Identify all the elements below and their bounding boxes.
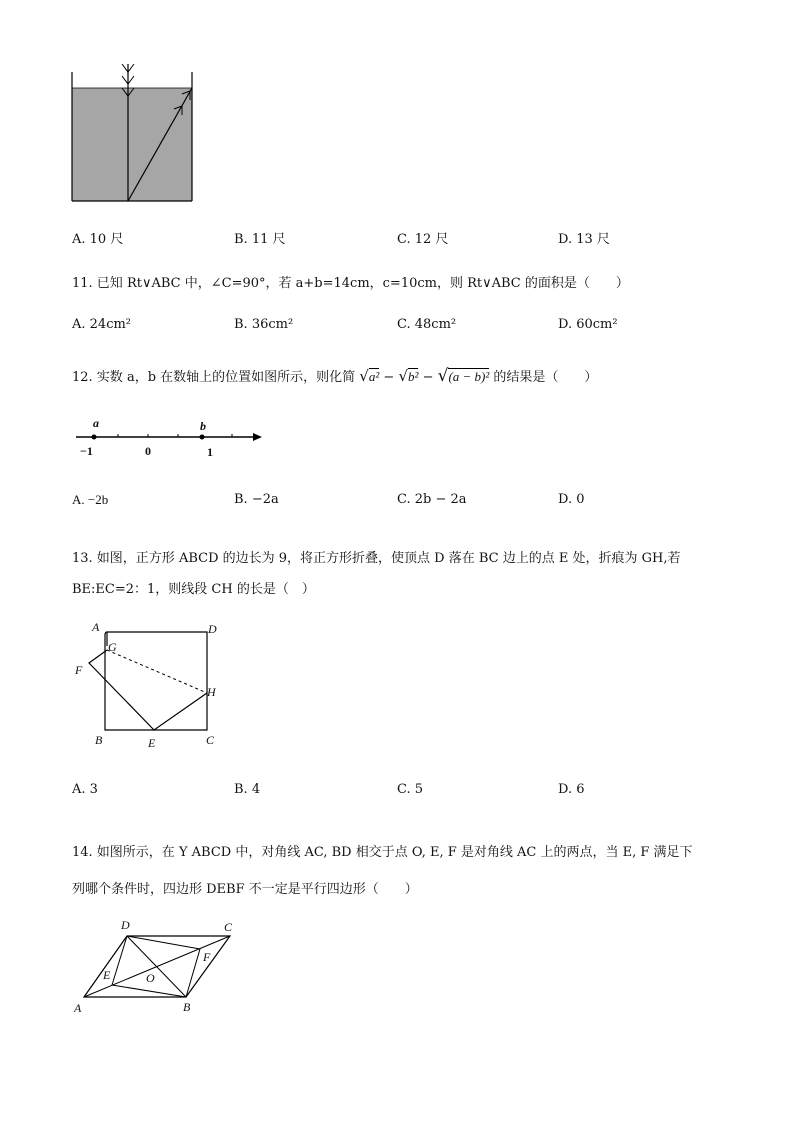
- q13-line2: BE:EC=2：1，则线段 CH 的长是（ ）: [72, 582, 315, 597]
- q11-option-c: C. 48cm²: [397, 317, 457, 332]
- q13-option-b: B. 4: [234, 782, 261, 797]
- axis-label-b: b: [200, 419, 206, 433]
- q14-line1: 14. 如图所示，在 Y ABCD 中，对角线 AC, BD 相交于点 O, E, F 是对角线 AC 上的两点，当 E, F 满足下: [72, 845, 693, 860]
- q13-label-c: C: [206, 733, 215, 747]
- sqrt-a-squared: √a²: [359, 367, 380, 385]
- q10-option-d: D. 13 尺: [558, 232, 610, 247]
- q14-label-c: C: [224, 920, 233, 934]
- q14-parallelogram-figure: [72, 915, 242, 1015]
- q12-option-a: A. −2b: [72, 492, 109, 507]
- q11-text: 11. 已知 Rt∨ABC 中，∠C=90°，若 a+b=14cm，c=10cm，则 Rt∨ABC 的面积是（ ）: [72, 276, 629, 291]
- q12-text-after: 的结果是（ ）: [493, 370, 598, 385]
- q13-label-f: F: [75, 663, 83, 677]
- q11-option-a: A. 24cm²: [72, 317, 132, 332]
- q14-label-b: B: [183, 1000, 191, 1014]
- q13-label-g: G: [108, 640, 117, 654]
- q13-label-h: H: [207, 685, 216, 699]
- q13-option-d: D. 6: [558, 782, 585, 797]
- q13-label-b: B: [95, 733, 103, 747]
- q13-option-c: C. 5: [397, 782, 424, 797]
- q13-label-e: E: [148, 736, 156, 750]
- q13-label-d: D: [208, 622, 217, 636]
- q14-label-d: D: [121, 918, 130, 932]
- q12-option-c: C. 2b − 2a: [397, 492, 467, 507]
- q13-label-a: A: [92, 620, 100, 634]
- q14-label-e: E: [103, 968, 111, 982]
- q10-option-c: C. 12 尺: [397, 232, 449, 247]
- q14-label-a: A: [74, 1001, 82, 1015]
- q12-text-before: 12. 实数 a，b 在数轴上的位置如图所示，则化简: [72, 370, 356, 385]
- axis-label-one: 1: [207, 445, 213, 459]
- q11-option-b: B. 36cm²: [234, 317, 294, 332]
- q12-option-d: D. 0: [558, 492, 585, 507]
- minus-sign-2: −: [422, 370, 434, 385]
- axis-label-a: a: [93, 416, 99, 430]
- axis-label-zero: 0: [145, 444, 151, 458]
- minus-sign-1: −: [383, 370, 395, 385]
- q11-option-d: D. 60cm²: [558, 317, 618, 332]
- q14-label-o: O: [146, 971, 155, 985]
- q13-option-a: A. 3: [72, 782, 98, 797]
- q12-number-line: [72, 415, 272, 465]
- expr-b-squared: b²: [408, 369, 419, 384]
- axis-label-neg1: −1: [80, 444, 93, 458]
- q10-option-a: A. 10 尺: [72, 232, 124, 247]
- q13-line1: 13. 如图，正方形 ABCD 的边长为 9，将正方形折叠，使顶点 D 落在 BC 边上的点 E 处，折痕为 GH,若: [72, 551, 681, 566]
- q12-option-b: B. −2a: [234, 492, 279, 507]
- expr-a-minus-b-squared: (a − b)²: [448, 369, 490, 384]
- q12-text: [72, 366, 597, 386]
- sqrt-a-minus-b-squared: √(a − b)²: [437, 366, 490, 386]
- q10-reed-figure: [66, 60, 201, 205]
- q10-option-b: B. 11 尺: [234, 232, 286, 247]
- q14-line2: 列哪个条件时，四边形 DEBF 不一定是平行四边形（ ）: [72, 882, 418, 897]
- expr-a-squared: a²: [368, 369, 380, 384]
- sqrt-b-squared: √b²: [398, 367, 419, 385]
- q14-label-f: F: [203, 950, 211, 964]
